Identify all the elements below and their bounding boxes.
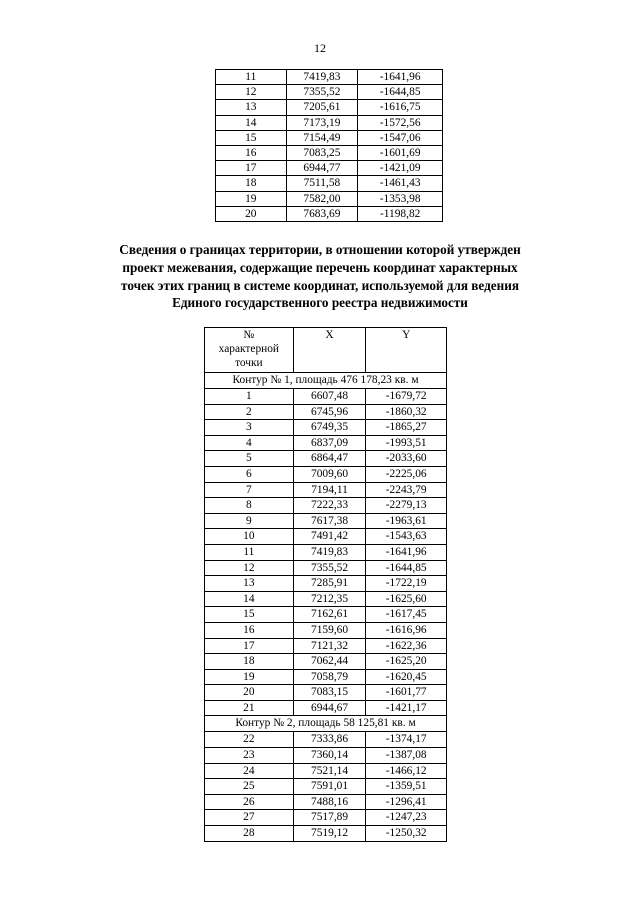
x-value-cell: 6944,77 bbox=[286, 161, 358, 176]
x-value-cell: 7419,83 bbox=[286, 70, 358, 85]
contour-row bbox=[205, 716, 447, 732]
table-row bbox=[216, 176, 443, 191]
point-number-cell: 12 bbox=[205, 560, 294, 576]
x-value-cell: 6864,47 bbox=[293, 451, 366, 467]
point-number-cell: 16 bbox=[216, 146, 287, 161]
x-value-cell: 7582,00 bbox=[286, 191, 358, 206]
x-value-cell: 7591,01 bbox=[293, 779, 366, 795]
table-row bbox=[205, 732, 447, 748]
table-row bbox=[205, 513, 447, 529]
contour-title: Контур № 1, площадь 476 178,23 кв. м bbox=[205, 373, 447, 389]
x-value-cell: 7617,38 bbox=[293, 513, 366, 529]
point-number-cell: 19 bbox=[216, 191, 287, 206]
point-number-cell: 1 bbox=[205, 389, 294, 405]
y-value-cell: -1601,77 bbox=[366, 685, 447, 701]
point-number-cell: 5 bbox=[205, 451, 294, 467]
point-number-cell: 15 bbox=[205, 607, 294, 623]
point-number-header bbox=[205, 328, 294, 373]
table-row bbox=[205, 638, 447, 654]
x-value-cell: 7517,89 bbox=[293, 810, 366, 826]
y-value-cell: -1620,45 bbox=[366, 669, 447, 685]
point-number-cell: 21 bbox=[205, 700, 294, 716]
y-value-cell: -1247,23 bbox=[366, 810, 447, 826]
heading-line: проект межевания, содержащие перечень координат характерных bbox=[122, 259, 518, 275]
point-number-cell: 17 bbox=[205, 638, 294, 654]
y-value-cell: -1625,60 bbox=[366, 591, 447, 607]
y-value-cell: -1963,61 bbox=[366, 513, 447, 529]
table-row bbox=[205, 420, 447, 436]
table-row bbox=[205, 435, 447, 451]
y-value-cell: -1644,85 bbox=[366, 560, 447, 576]
x-value-cell: 7083,25 bbox=[286, 146, 358, 161]
point-number-cell: 13 bbox=[205, 576, 294, 592]
y-value-cell: -1641,96 bbox=[358, 70, 443, 85]
point-number-cell: 28 bbox=[205, 826, 294, 842]
y-value-cell: -1617,45 bbox=[366, 607, 447, 623]
table-row bbox=[216, 100, 443, 115]
x-value-cell: 7511,58 bbox=[286, 176, 358, 191]
y-value-cell: -1644,85 bbox=[358, 85, 443, 100]
table-row bbox=[216, 130, 443, 145]
y-value-cell: -1543,63 bbox=[366, 529, 447, 545]
point-number-cell: 13 bbox=[216, 100, 287, 115]
table-row bbox=[205, 763, 447, 779]
point-number-cell: 23 bbox=[205, 748, 294, 764]
y-value-cell: -2243,79 bbox=[366, 482, 447, 498]
point-number-cell: 26 bbox=[205, 794, 294, 810]
table-row bbox=[205, 451, 447, 467]
x-value-cell: 6749,35 bbox=[293, 420, 366, 436]
point-number-cell: 20 bbox=[216, 206, 287, 221]
heading-line: Единого государственного реестра недвижимости bbox=[172, 295, 468, 311]
table-row bbox=[205, 544, 447, 560]
x-value-cell: 7062,44 bbox=[293, 654, 366, 670]
table-row bbox=[216, 115, 443, 130]
point-number-cell: 17 bbox=[216, 161, 287, 176]
table-row bbox=[216, 161, 443, 176]
x-value-cell: 7333,86 bbox=[293, 732, 366, 748]
boundary-coordinates-table bbox=[204, 327, 447, 842]
x-value-cell: 7205,61 bbox=[286, 100, 358, 115]
heading-line: точек этих границ в системе координат, используемой для ведения bbox=[121, 277, 519, 293]
y-value-cell: -1865,27 bbox=[366, 420, 447, 436]
boundary-table-body bbox=[205, 373, 447, 842]
y-value-cell: -1622,36 bbox=[366, 638, 447, 654]
x-value-cell: 7521,14 bbox=[293, 763, 366, 779]
point-number-cell: 14 bbox=[205, 591, 294, 607]
table-row bbox=[205, 622, 447, 638]
x-value-cell: 7419,83 bbox=[293, 544, 366, 560]
point-number-cell: 14 bbox=[216, 115, 287, 130]
table-row bbox=[216, 85, 443, 100]
y-value-cell: -1296,41 bbox=[366, 794, 447, 810]
y-value-cell: -2225,06 bbox=[366, 466, 447, 482]
table-row bbox=[216, 146, 443, 161]
point-number-cell: 4 bbox=[205, 435, 294, 451]
y-value-cell: -1860,32 bbox=[366, 404, 447, 420]
y-value-cell: -1625,20 bbox=[366, 654, 447, 670]
x-value-cell: 7154,49 bbox=[286, 130, 358, 145]
point-number-cell: 8 bbox=[205, 498, 294, 514]
x-value-cell: 7355,52 bbox=[286, 85, 358, 100]
y-value-cell: -1387,08 bbox=[366, 748, 447, 764]
x-value-cell: 7488,16 bbox=[293, 794, 366, 810]
table-row bbox=[205, 529, 447, 545]
y-value-cell: -2033,60 bbox=[366, 451, 447, 467]
point-number-cell: 16 bbox=[205, 622, 294, 638]
point-number-cell: 19 bbox=[205, 669, 294, 685]
point-number-cell: 11 bbox=[205, 544, 294, 560]
point-number-cell: 18 bbox=[216, 176, 287, 191]
point-number-cell: 7 bbox=[205, 482, 294, 498]
point-number-cell: 27 bbox=[205, 810, 294, 826]
x-value-cell: 7212,35 bbox=[293, 591, 366, 607]
y-value-cell: -1466,12 bbox=[366, 763, 447, 779]
table-row bbox=[216, 206, 443, 221]
y-value-cell: -1461,43 bbox=[358, 176, 443, 191]
table-row bbox=[205, 389, 447, 405]
point-number-cell: 15 bbox=[216, 130, 287, 145]
table-row bbox=[205, 498, 447, 514]
point-number-cell: 20 bbox=[205, 685, 294, 701]
y-value-cell: -1421,17 bbox=[366, 700, 447, 716]
x-value-cell: 7683,69 bbox=[286, 206, 358, 221]
x-value-cell: 7222,33 bbox=[293, 498, 366, 514]
contour-title: Контур № 2, площадь 58 125,81 кв. м bbox=[205, 716, 447, 732]
x-value-cell: 7355,52 bbox=[293, 560, 366, 576]
table-row bbox=[205, 576, 447, 592]
y-value-cell: -1572,56 bbox=[358, 115, 443, 130]
x-value-cell: 7360,14 bbox=[293, 748, 366, 764]
x-value-cell: 7009,60 bbox=[293, 466, 366, 482]
page-number: 12 bbox=[314, 41, 326, 55]
contour-row bbox=[205, 373, 447, 389]
point-number-cell: 24 bbox=[205, 763, 294, 779]
table-row bbox=[205, 404, 447, 420]
y-value-cell: -1679,72 bbox=[366, 389, 447, 405]
point-number-cell: 10 bbox=[205, 529, 294, 545]
table-row bbox=[205, 810, 447, 826]
coordinates-table-body bbox=[216, 70, 443, 222]
y-value-cell: -1993,51 bbox=[366, 435, 447, 451]
x-value-cell: 7121,32 bbox=[293, 638, 366, 654]
table-row bbox=[205, 794, 447, 810]
y-value-cell: -1616,75 bbox=[358, 100, 443, 115]
section-heading bbox=[60, 241, 580, 312]
point-number-cell: 18 bbox=[205, 654, 294, 670]
x-value-cell: 6745,96 bbox=[293, 404, 366, 420]
point-number-cell: 22 bbox=[205, 732, 294, 748]
y-value-cell: -1250,32 bbox=[366, 826, 447, 842]
point-number-cell: 9 bbox=[205, 513, 294, 529]
header-line: № bbox=[243, 329, 255, 341]
y-value-cell: -1601,69 bbox=[358, 146, 443, 161]
x-value-cell: 7491,42 bbox=[293, 529, 366, 545]
table-row bbox=[216, 191, 443, 206]
y-value-cell: -1616,96 bbox=[366, 622, 447, 638]
y-value-cell: -1641,96 bbox=[366, 544, 447, 560]
table-row bbox=[205, 748, 447, 764]
table-row bbox=[205, 482, 447, 498]
x-value-cell: 7285,91 bbox=[293, 576, 366, 592]
y-header: Y bbox=[366, 328, 447, 373]
table-row bbox=[205, 669, 447, 685]
x-value-cell: 7194,11 bbox=[293, 482, 366, 498]
x-value-cell: 6607,48 bbox=[293, 389, 366, 405]
table-row bbox=[205, 779, 447, 795]
x-value-cell: 7083,15 bbox=[293, 685, 366, 701]
table-row bbox=[205, 685, 447, 701]
table-row bbox=[205, 700, 447, 716]
coordinates-table-continued bbox=[215, 69, 443, 222]
y-value-cell: -1359,51 bbox=[366, 779, 447, 795]
header-line: точки bbox=[235, 357, 263, 369]
x-value-cell: 7519,12 bbox=[293, 826, 366, 842]
point-number-cell: 2 bbox=[205, 404, 294, 420]
header-line: характерной bbox=[218, 343, 280, 355]
table-row bbox=[205, 607, 447, 623]
point-number-cell: 12 bbox=[216, 85, 287, 100]
x-value-cell: 6944,67 bbox=[293, 700, 366, 716]
table-row bbox=[205, 826, 447, 842]
y-value-cell: -1374,17 bbox=[366, 732, 447, 748]
x-value-cell: 7058,79 bbox=[293, 669, 366, 685]
x-value-cell: 7162,61 bbox=[293, 607, 366, 623]
point-number-cell: 3 bbox=[205, 420, 294, 436]
point-number-cell: 6 bbox=[205, 466, 294, 482]
x-value-cell: 7173,19 bbox=[286, 115, 358, 130]
table-row bbox=[205, 654, 447, 670]
x-header: X bbox=[293, 328, 366, 373]
table-row bbox=[205, 560, 447, 576]
y-value-cell: -1547,06 bbox=[358, 130, 443, 145]
y-value-cell: -1722,19 bbox=[366, 576, 447, 592]
x-value-cell: 6837,09 bbox=[293, 435, 366, 451]
y-value-cell: -1198,82 bbox=[358, 206, 443, 221]
table-row bbox=[205, 466, 447, 482]
table-header-row bbox=[205, 328, 447, 373]
table-row bbox=[205, 591, 447, 607]
point-number-cell: 11 bbox=[216, 70, 287, 85]
y-value-cell: -1353,98 bbox=[358, 191, 443, 206]
table-row bbox=[216, 70, 443, 85]
y-value-cell: -1421,09 bbox=[358, 161, 443, 176]
point-number-cell: 25 bbox=[205, 779, 294, 795]
heading-line: Сведения о границах территории, в отношении которой утвержден bbox=[119, 242, 521, 257]
y-value-cell: -2279,13 bbox=[366, 498, 447, 514]
x-value-cell: 7159,60 bbox=[293, 622, 366, 638]
